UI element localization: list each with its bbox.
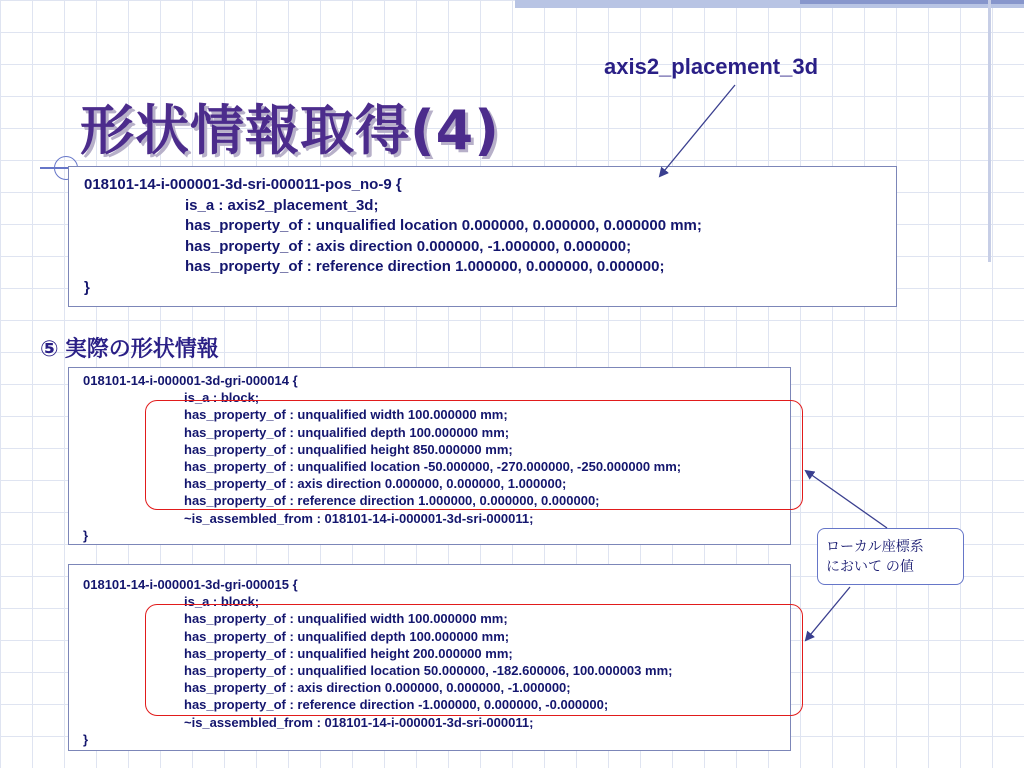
- code-line: has_property_of : reference direction -1.000000, 0.000000, -0.000000;: [184, 697, 609, 713]
- callout-label: axis2_placement_3d: [604, 54, 819, 79]
- code-line: has_property_of : axis direction 0.000000, -1.000000, 0.000000;: [185, 237, 632, 255]
- arrow-to-pos-box: [660, 85, 735, 176]
- note-line: ローカル座標系: [826, 538, 924, 554]
- code-line: 018101-14-i-000001-3d-gri-000014 {: [83, 373, 298, 388]
- code-line: is_a : block;: [184, 594, 260, 610]
- highlight-frame-upper: [145, 400, 803, 510]
- code-line: has_property_of : axis direction 0.000000, 0.000000, -1.000000;: [184, 680, 571, 696]
- code-line: ~is_assembled_from : 018101-14-i-000001-3d-sri-000011;: [184, 510, 534, 526]
- section-heading: ⑤ 実際の形状情報: [40, 336, 219, 361]
- code-line: has_property_of : reference direction 1.000000, 0.000000, 0.000000;: [185, 258, 665, 275]
- code-line: has_property_of : unqualified height 200.000000 mm;: [184, 645, 513, 661]
- code-line: is_a : axis2_placement_3d;: [185, 196, 379, 214]
- code-line: }: [84, 278, 90, 296]
- code-line: has_property_of : unqualified location 50.000000, -182.600006, 100.000003 mm;: [184, 663, 673, 678]
- code-line: }: [83, 731, 89, 747]
- code-line: has_property_of : unqualified location -50.000000, -270.000000, -250.000000 mm;: [184, 459, 682, 474]
- code-line: has_property_of : unqualified depth 100.000000 mm;: [184, 628, 510, 644]
- arrow-to-lower-highlight: [806, 587, 850, 640]
- local-coordinates-note: [817, 528, 964, 585]
- code-line: 018101-14-i-000001-3d-sri-000011-pos_no-9 {: [84, 176, 402, 193]
- code-line: 018101-14-i-000001-3d-gri-000015 {: [83, 577, 298, 592]
- code-line: has_property_of : unqualified width 100.000000 mm;: [184, 611, 508, 627]
- highlight-frame-lower: [145, 604, 803, 716]
- note-line: において の値: [826, 558, 914, 574]
- slide-title: 形状情報取得(4): [80, 99, 500, 162]
- code-line: has_property_of : axis direction 0.000000, 0.000000, 1.000000;: [184, 476, 567, 492]
- code-line: ~is_assembled_from : 018101-14-i-000001-3d-sri-000011;: [184, 714, 534, 730]
- code-line: has_property_of : reference direction 1.000000, 0.000000, 0.000000;: [184, 493, 600, 509]
- code-line: }: [83, 527, 89, 543]
- right-decor-line: [988, 0, 991, 262]
- code-line: has_property_of : unqualified width 100.000000 mm;: [184, 407, 508, 423]
- code-box-pos: [68, 166, 897, 307]
- arrow-to-upper-highlight: [806, 471, 887, 528]
- code-line: has_property_of : unqualified depth 100.000000 mm;: [184, 424, 510, 440]
- code-line: has_property_of : unqualified location 0.000000, 0.000000, 0.000000 mm;: [185, 217, 702, 234]
- code-line: has_property_of : unqualified height 850.000000 mm;: [184, 441, 513, 457]
- code-line: is_a : block;: [184, 390, 260, 406]
